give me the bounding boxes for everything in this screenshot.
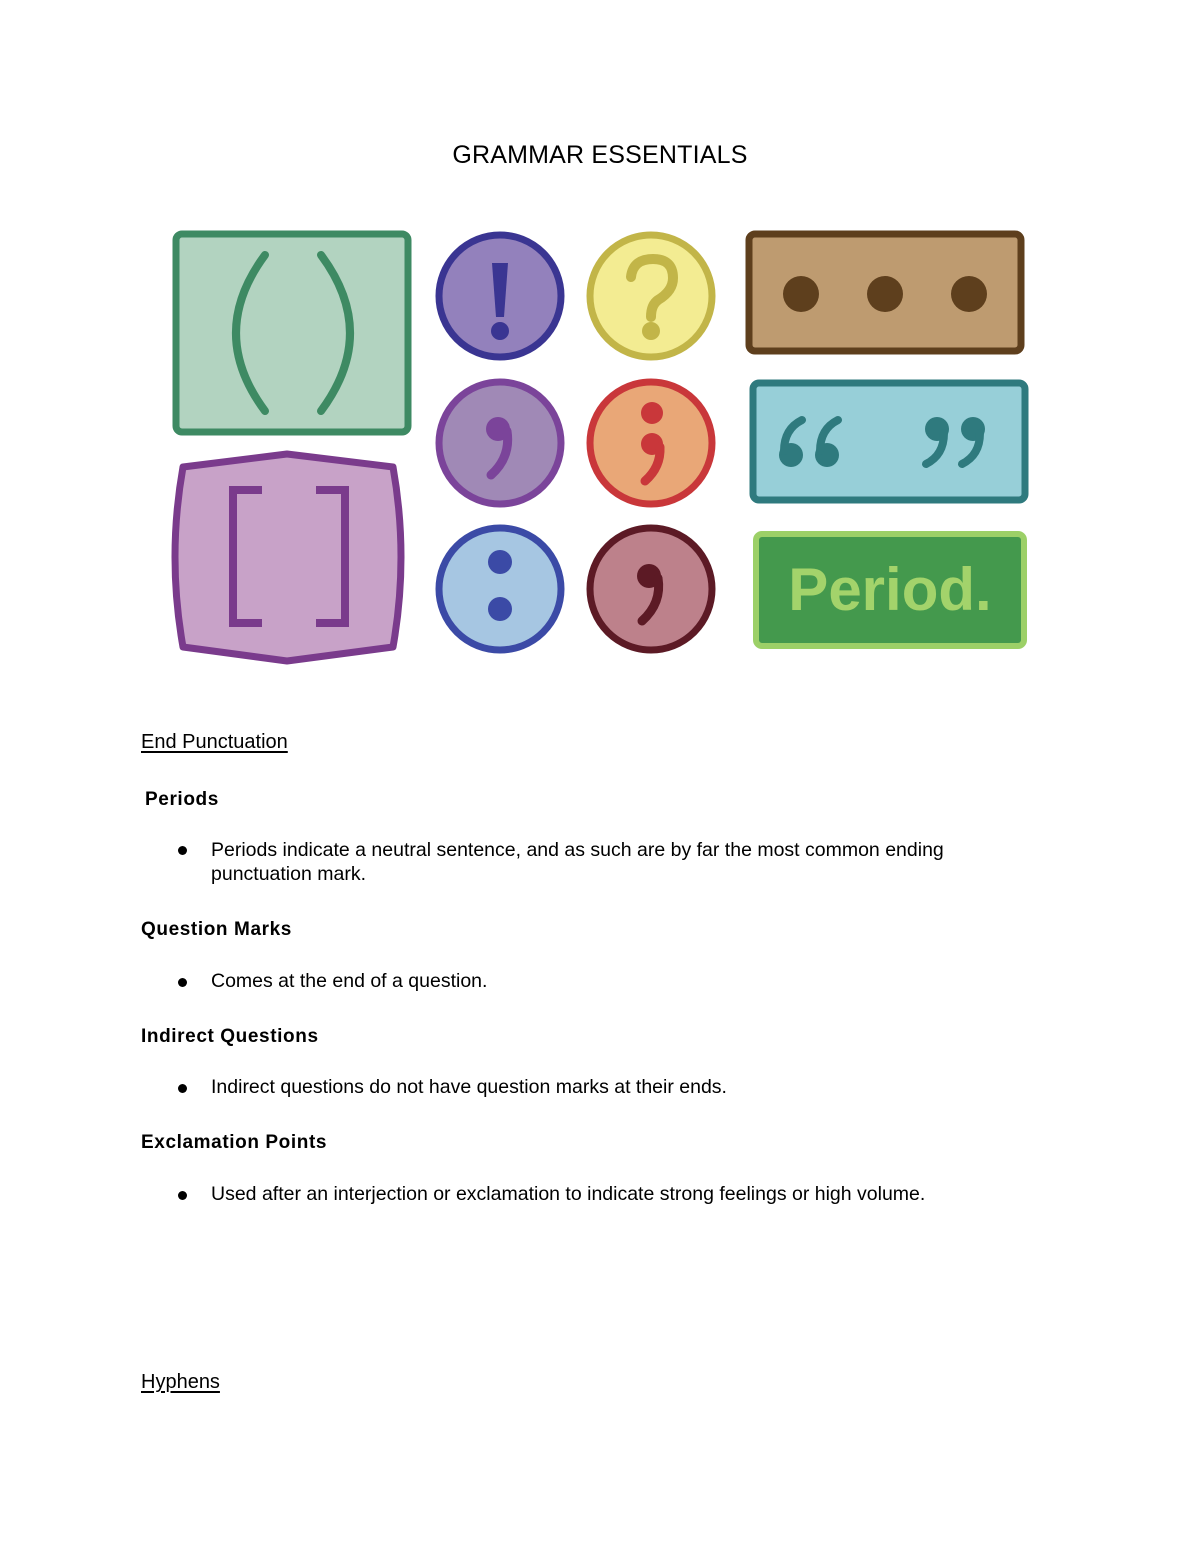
punctuation-marks-graphic bbox=[165, 225, 1035, 665]
subheading-exclamation-points: Exclamation Points bbox=[141, 1132, 328, 1153]
page-title: GRAMMAR ESSENTIALS bbox=[452, 141, 748, 169]
semicolon-icon bbox=[590, 382, 712, 504]
bullet-dot bbox=[178, 1084, 187, 1093]
bullet-dot bbox=[178, 978, 187, 987]
parentheses-icon bbox=[176, 234, 408, 432]
period-label: Period. bbox=[788, 556, 992, 623]
bullet-text: Comes at the end of a question. bbox=[211, 970, 488, 992]
bullet-text: Indirect questions do not have question marks at their ends. bbox=[211, 1076, 727, 1098]
subheading-indirect-questions: Indirect Questions bbox=[141, 1026, 319, 1047]
subheading-periods: Periods bbox=[145, 789, 219, 810]
subheading-question-marks: Question Marks bbox=[141, 919, 292, 940]
exclamation-icon bbox=[439, 235, 561, 357]
quotation-marks-icon bbox=[753, 383, 1025, 500]
colon-icon bbox=[439, 528, 561, 650]
bullet-text: Periods indicate a neutral sentence, and as such are by far the most common ending punctuation mark. bbox=[211, 839, 944, 885]
question-icon bbox=[590, 235, 712, 357]
comma-icon bbox=[439, 382, 561, 504]
bullet-dot bbox=[178, 1191, 187, 1200]
bullet-dot bbox=[178, 846, 187, 855]
section-heading-end-punctuation: End Punctuation bbox=[141, 731, 288, 753]
brackets-icon bbox=[175, 454, 401, 661]
apostrophe-icon bbox=[590, 528, 712, 650]
section-heading-hyphens: Hyphens bbox=[141, 1371, 220, 1393]
period-icon bbox=[756, 534, 1024, 646]
bullet-text: Used after an interjection or exclamation to indicate strong feelings or high volume. bbox=[211, 1183, 926, 1205]
ellipsis-icon bbox=[749, 234, 1021, 351]
